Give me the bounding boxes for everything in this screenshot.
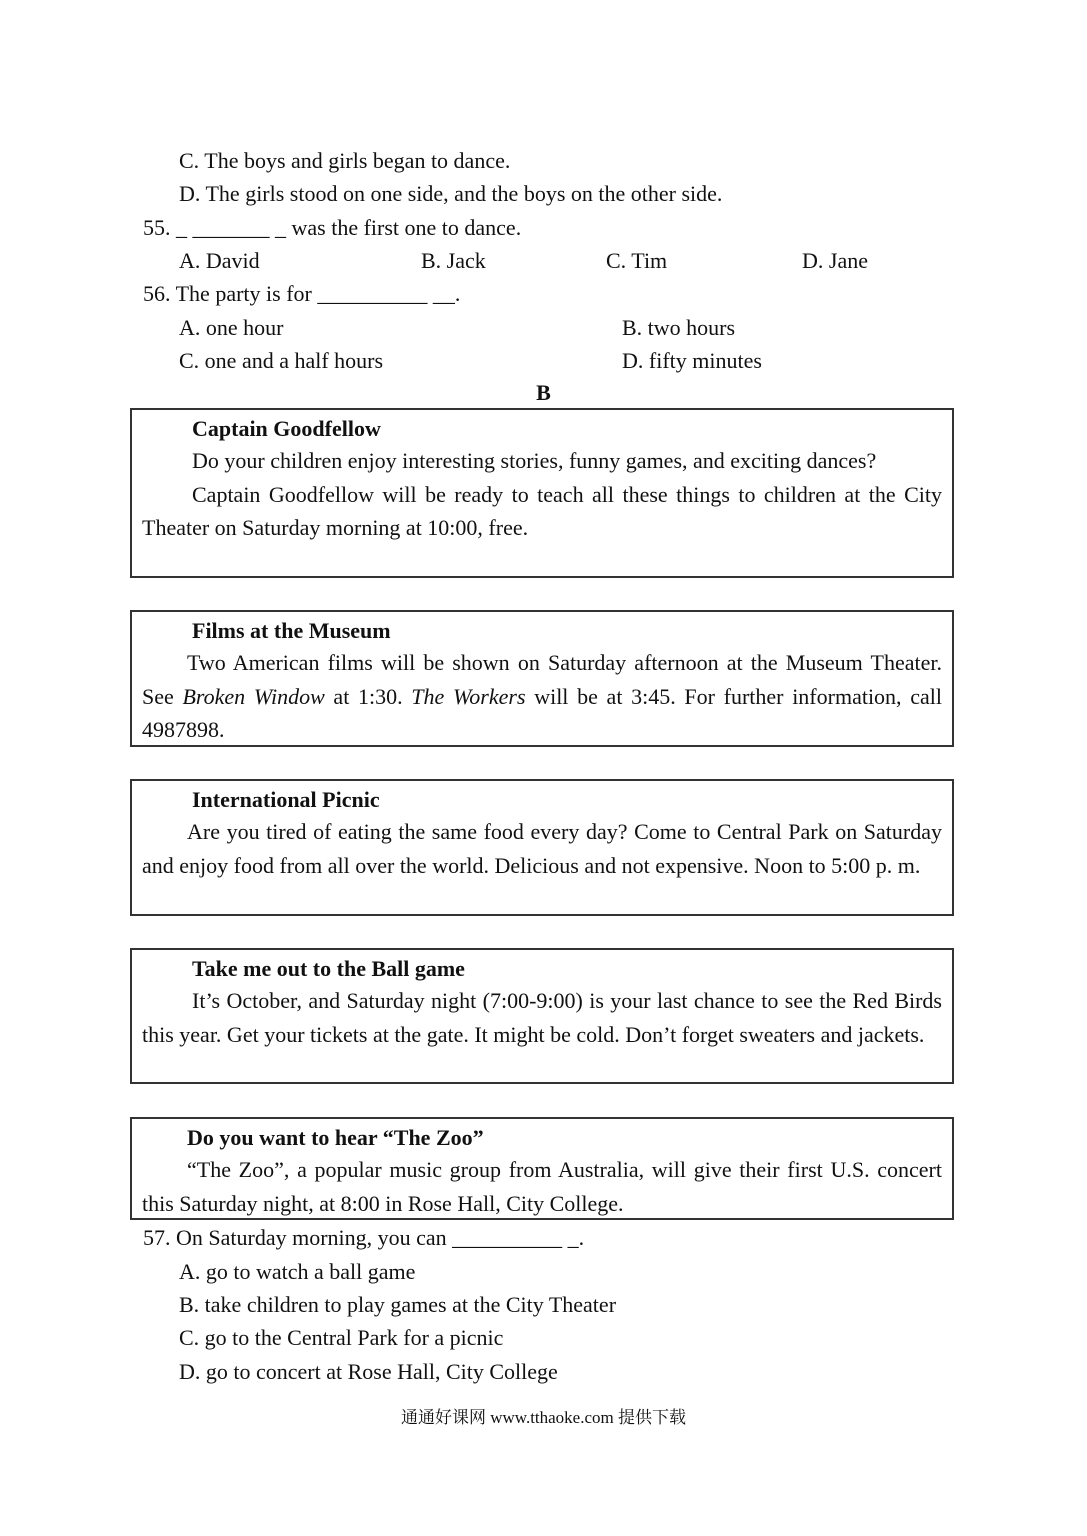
ad-captain-goodfellow xyxy=(130,408,954,578)
q57-option-a: A. go to watch a ball game xyxy=(179,1259,416,1284)
q54-option-c: C. The boys and girls began to dance. xyxy=(179,148,511,173)
q56-number: 56. xyxy=(143,281,171,306)
ad-title: International Picnic xyxy=(192,787,380,812)
ad-title: Captain Goodfellow xyxy=(192,416,381,441)
q55-text: was the first one to dance. xyxy=(291,215,522,240)
ad-body xyxy=(142,815,942,882)
q56-stem xyxy=(143,280,460,308)
film-title: Broken Window xyxy=(182,683,325,709)
ad-ball-game xyxy=(130,948,954,1084)
q54-option-d: D. The girls stood on one side, and the boys on the other side. xyxy=(179,181,723,206)
q57-number: 57. xyxy=(143,1225,171,1250)
q57-option-d: D. go to concert at Rose Hall, City College xyxy=(179,1359,558,1384)
ad-paragraph: “The Zoo”, a popular music group from Australia, will give their first U.S. concert this Saturday night, at 8:00 in Rose Hall, City College. xyxy=(142,1157,942,1216)
q55-option-a: A. David xyxy=(179,248,260,273)
q56-option-c: C. one and a half hours xyxy=(179,348,384,373)
q56-option-d: D. fifty minutes xyxy=(622,348,762,373)
q56-option-b: B. two hours xyxy=(622,315,736,340)
ad-body xyxy=(142,1153,942,1220)
section-label: B xyxy=(536,380,551,405)
ad-paragraph: Are you tired of eating the same food every day? Come to Central Park on Saturday and enjoy food from all over the world. Delicious and not expensive. Noon to 5:00 p. m. xyxy=(142,819,942,878)
q55-option-b: B. Jack xyxy=(421,248,486,273)
q56-blank: __________ __. xyxy=(317,281,461,306)
film-title: The Workers xyxy=(411,683,526,709)
ad-body xyxy=(142,984,942,1051)
q55-stem xyxy=(143,214,521,242)
ad-title: Do you want to hear “The Zoo” xyxy=(187,1125,484,1150)
ad-text: at 1:30. xyxy=(324,683,412,709)
ad-paragraph: It’s October, and Saturday night (7:00-9:00) is your last chance to see the Red Birds this year. Get your tickets at the gate. It might be cold. Don’t forget sweaters and jackets. xyxy=(142,988,942,1047)
q57-text: On Saturday morning, you can xyxy=(176,1225,447,1250)
ad-paragraph: Captain Goodfellow will be ready to teach all these things to children at the City Theater on Saturday morning at 10:00, free. xyxy=(142,481,942,540)
ad-paragraph: Do your children enjoy interesting stories, funny games, and exciting dances? xyxy=(192,448,877,473)
q56-text: The party is for xyxy=(175,281,312,306)
ad-films-museum xyxy=(130,610,954,747)
ad-the-zoo xyxy=(130,1117,954,1220)
q55-option-d: D. Jane xyxy=(802,248,868,273)
ad-paragraph xyxy=(142,646,942,747)
q55-blank: _ _______ _ xyxy=(176,215,286,240)
ad-body xyxy=(142,444,942,545)
q55-option-c: C. Tim xyxy=(606,248,668,273)
q57-option-b: B. take children to play games at the City Theater xyxy=(179,1292,617,1317)
page-footer: 通通好课网 www.tthaoke.com 提供下载 xyxy=(400,1408,687,1427)
q57-blank: __________ _. xyxy=(452,1225,585,1250)
q55-number: 55. xyxy=(143,215,171,240)
ad-text: Two American films will be shown on Saturday afternoon at the Museum Theater. See xyxy=(142,650,942,709)
q57-option-c: C. go to the Central Park for a picnic xyxy=(179,1325,504,1350)
q56-option-a: A. one hour xyxy=(179,315,284,340)
ad-international-picnic xyxy=(130,779,954,916)
ad-text: will be at 3:45. For further information, call 4987898. xyxy=(142,683,942,742)
ad-body xyxy=(142,646,942,747)
q57-stem xyxy=(143,1224,584,1252)
ad-title: Take me out to the Ball game xyxy=(192,956,465,981)
ad-title: Films at the Museum xyxy=(192,618,391,643)
